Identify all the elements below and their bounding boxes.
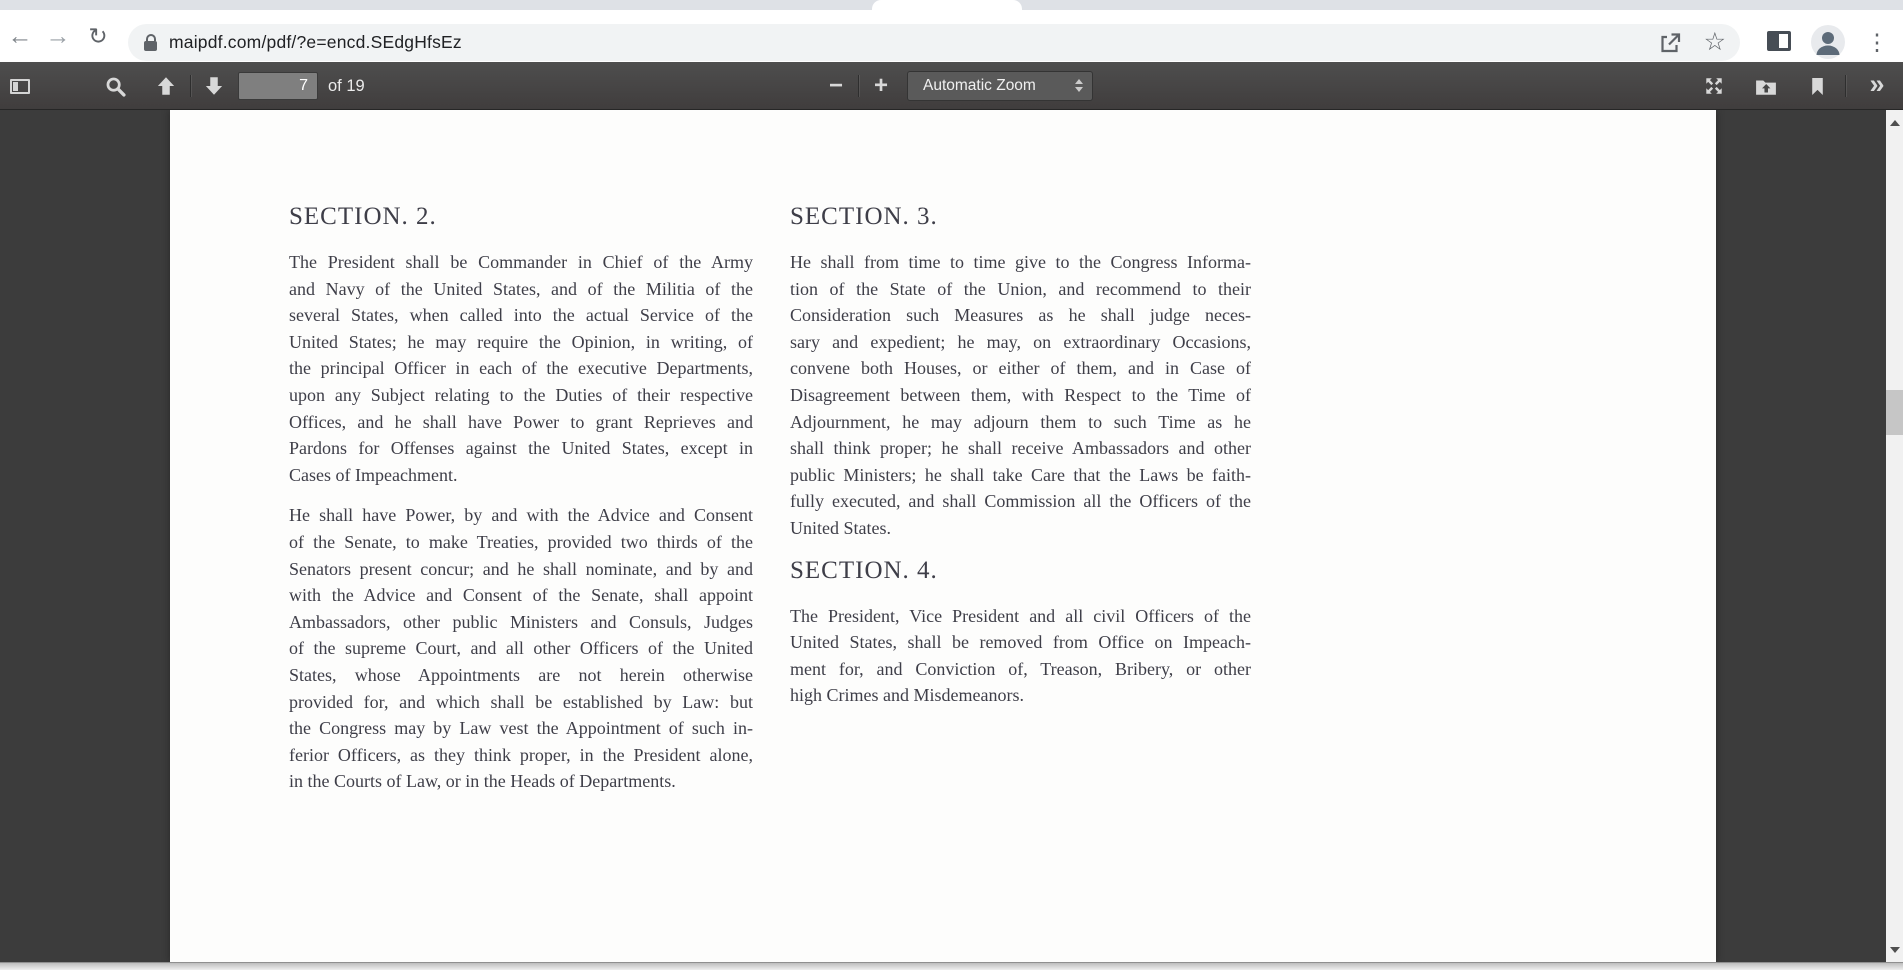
document-line: He shall have Power, by and with the Advice and Consent [289, 505, 753, 526]
document-line: ferior Officers, as they think proper, in the President alone, [289, 744, 753, 765]
document-paragraph [790, 603, 1251, 709]
document-line: Senators present concur; and he shall nominate, and by and [289, 558, 753, 579]
back-button[interactable] [0, 16, 40, 56]
document-line: with the Advice and Consent of the Senate, shall appoint [289, 585, 753, 606]
zoom-in-icon: + [873, 72, 888, 99]
document-line: of the supreme Court, and all other Officers of the United [289, 638, 753, 659]
document-paragraph [790, 249, 1251, 542]
document-line: Consideration such Measures as he shall judge neces- [790, 305, 1251, 326]
bookmark-icon [1810, 77, 1825, 96]
presentation-mode-icon [1703, 75, 1725, 97]
document-line: public Ministers; he shall take Care that the Laws be faith- [790, 464, 1251, 485]
url-text[interactable]: maipdf.com/pdf/?e=encd.SEdgHfsEz [169, 32, 462, 52]
scroll-up-icon [1890, 120, 1900, 126]
search-icon [105, 76, 126, 97]
document-line: United States, shall be removed from Office on Impeach- [790, 632, 1251, 653]
document-line: ment for, and Conviction of, Treason, Bribery, or other [790, 658, 1251, 679]
more-tools-icon: » [1869, 68, 1885, 99]
document-line: and Navy of the United States, and of the Militia of the [289, 278, 753, 299]
document-paragraph [289, 249, 753, 488]
document-line: States, whose Appointments are not herein otherwise [289, 664, 753, 685]
zoom-in-button[interactable] [865, 70, 897, 102]
toolbar-separator [858, 75, 859, 97]
scroll-up-button[interactable] [1886, 114, 1903, 131]
open-file-icon [1755, 77, 1777, 96]
zoom-select-value: Automatic Zoom [923, 77, 1036, 94]
presentation-mode-button[interactable] [1698, 70, 1730, 102]
profile-avatar[interactable] [1810, 24, 1846, 60]
sidebar-toggle-button[interactable] [4, 70, 36, 102]
toolbar-separator [190, 75, 191, 97]
document-line: Disagreement between them, with Respect to the Time of [790, 384, 1251, 405]
document-line: United States; he may require the Opinion, in writing, of [289, 331, 753, 352]
document-column-right [790, 202, 1251, 723]
toolbar-separator [1845, 75, 1846, 97]
zoom-out-icon: − [828, 72, 843, 99]
tab-strip [0, 0, 1903, 10]
address-bar[interactable] [128, 24, 1740, 61]
document-paragraph [289, 502, 753, 795]
scroll-down-button[interactable] [1886, 941, 1903, 958]
document-line: Pardons for Offenses against the United States, except in [289, 438, 753, 459]
address-bar-actions [1658, 24, 1726, 61]
forward-icon: → [45, 21, 71, 50]
pdf-viewer-area[interactable] [0, 110, 1903, 962]
next-page-button[interactable] [198, 70, 230, 102]
scroll-down-icon [1890, 947, 1900, 953]
zoom-out-button[interactable] [820, 70, 852, 102]
reload-button[interactable] [78, 16, 118, 56]
bookmark-view-button[interactable] [1801, 70, 1833, 102]
document-line: Cases of Impeachment. [289, 464, 458, 485]
browser-menu-button[interactable] [1863, 22, 1891, 62]
document-column-left [289, 202, 753, 809]
document-line: convene both Houses, or either of them, and in Case of [790, 358, 1251, 379]
document-line: shall think proper; he shall receive Ambassadors and other [790, 438, 1251, 459]
active-tab[interactable] [872, 0, 1022, 10]
avatar-icon [1810, 24, 1846, 60]
document-line: fully executed, and shall Commission all the Officers of the [790, 491, 1251, 512]
page-down-icon [204, 76, 224, 96]
document-line: upon any Subject relating to the Duties of their respective [289, 384, 753, 405]
document-line: The President, Vice President and all civil Officers of the [790, 605, 1251, 626]
page-up-icon [156, 76, 176, 96]
share-icon[interactable] [1658, 31, 1682, 55]
more-tools-button[interactable] [1861, 70, 1893, 102]
side-panel-icon[interactable] [1767, 31, 1791, 51]
document-line: sary and expedient; he may, on extraordinary Occasions, [790, 331, 1251, 352]
previous-page-button[interactable] [150, 70, 182, 102]
sidebar-toggle-icon [10, 79, 30, 94]
section-heading: SECTION. 4. [790, 556, 938, 584]
document-line: the principal Officer in each of the executive Departments, [289, 358, 753, 379]
document-line: United States. [790, 517, 891, 538]
forward-button[interactable] [38, 16, 78, 56]
page-number-input[interactable] [238, 72, 318, 100]
document-line: The President shall be Commander in Chief of the Army [289, 252, 753, 272]
page-count-label: of 19 [328, 77, 365, 95]
section-heading: SECTION. 3. [790, 203, 938, 230]
document-line: tion of the State of the Union, and recommend to their [790, 278, 1251, 299]
scrollbar-thumb[interactable] [1886, 390, 1903, 435]
horizontal-scrollbar[interactable] [0, 962, 1903, 970]
bookmark-star-icon[interactable]: ☆ [1703, 28, 1726, 56]
chevron-up-down-icon [1075, 79, 1083, 92]
document-line: of the Senate, to make Treaties, provided two thirds of the [289, 531, 753, 552]
pdf-toolbar [0, 62, 1903, 110]
menu-dots-icon: ⋮ [1865, 28, 1889, 55]
reload-icon: ↻ [88, 22, 108, 49]
document-line: Offices, and he shall have Power to grant Reprieves and [289, 411, 753, 432]
pdf-page [170, 110, 1716, 962]
vertical-scrollbar[interactable] [1886, 110, 1903, 962]
document-line: He shall from time to time give to the Congress Informa- [790, 252, 1251, 272]
document-line: Adjournment, he may adjourn them to such Time as he [790, 411, 1251, 432]
back-icon: ← [7, 21, 33, 50]
document-line: provided for, and which shall be established by Law: but [289, 691, 753, 712]
document-line: in the Courts of Law, or in the Heads of Departments. [289, 771, 676, 792]
section-heading: SECTION. 2. [289, 203, 437, 230]
open-file-button[interactable] [1750, 70, 1782, 102]
find-button[interactable] [99, 70, 131, 102]
browser-toolbar [0, 10, 1903, 62]
document-line: the Congress may by Law vest the Appointment of such in- [289, 718, 753, 739]
document-line: several States, when called into the actual Service of the [289, 305, 753, 326]
document-line: Ambassadors, other public Ministers and Consuls, Judges [289, 611, 753, 632]
document-line: high Crimes and Misdemeanors. [790, 685, 1024, 706]
zoom-select[interactable] [907, 71, 1093, 101]
lock-icon[interactable] [144, 34, 157, 51]
